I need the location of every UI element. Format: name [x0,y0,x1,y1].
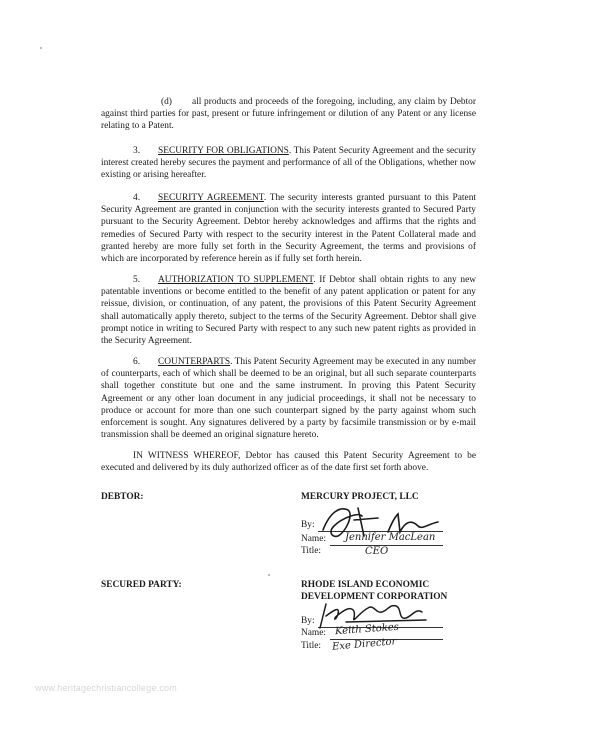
scan-speck [268,574,270,576]
debtor-entity-name: MERCURY PROJECT, LLC [301,492,419,502]
secured-by-label: By: [301,616,315,626]
paragraph-3 [101,145,476,182]
witness-paragraph [101,450,476,474]
paragraph-4-text: . The security interests granted pursuant to this Patent Security Agreement are granted in conjunction with the security interests granted to Secured Party pursuant to the Security Agreement. Debtor hereby acknowledges and affirms that the rights and remedies of Secured Party with respect to the security interest in the Patent Collateral made and granted hereby are more fully set forth in the Security Agreement, the terms and provisions of which are incorporated by reference herein as if fully set forth herein. [101,193,476,265]
secured-name-value: Keith Stokes [334,621,400,638]
paragraph-5-heading: AUTHORIZATION TO SUPPLEMENT [158,275,314,285]
debtor-title-value: CEO [365,546,389,557]
paragraph-3-heading: SECURITY FOR OBLIGATIONS [158,146,289,156]
secured-entity-line1: RHODE ISLAND ECONOMIC [301,580,430,590]
paragraph-d-text: all products and proceeds of the foregoing, including, any claim by Debtor against third parties for past, present or future infringement or dilution of any Patent or any license relating to a Patent. [101,97,476,132]
debtor-title-label: Title: [301,546,321,556]
secured-party-label: SECURED PARTY: [101,580,182,590]
debtor-name-label: Name: [301,534,326,544]
paragraph-6-text: . This Patent Security Agreement may be executed in any number of counterparts, each of which shall be deemed to be an original, but all such separate counterparts shall together constitute but one and the same instrument. In proving this Patent Security Agreement or any other loan document in any judicial proceedings, it shall not be necessary to produce or account for more than one such counterpart signed by the party against whom such enforcement is sought. Any signatures delivered by a party by facsimile transmission or by e-mail transmission shall be deemed an original signature hereto. [101,357,476,441]
secured-entity-line2: DEVELOPMENT CORPORATION [301,592,448,602]
paragraph-3-number: 3. [133,146,141,156]
scan-speck [40,47,42,49]
debtor-name-value: Jennifer MacLean [345,532,436,543]
paragraph-d-number: (d) [161,97,172,107]
paragraph-4-heading: SECURITY AGREEMENT [158,193,264,203]
paragraph-4 [101,192,476,265]
paragraph-d [101,96,476,133]
witness-text: IN WITNESS WHEREOF, Debtor has caused this Patent Security Agreement to be executed and delivered by its duly authorized officer as of the date first set forth above. [101,451,476,474]
secured-title-label: Title: [301,641,321,651]
debtor-label: DEBTOR: [101,492,144,502]
secured-name-label: Name: [301,628,326,638]
paragraph-6-number: 6. [133,357,141,367]
paragraph-6 [101,356,476,441]
paragraph-5-text: . If Debtor shall obtain rights to any new patentable inventions or become entitled to the benefit of any patent application or patent for any reissue, division, or continuation, of any patent, the provisions of this Patent Security Agreement shall automatically apply thereto, subject to the terms of the Security Agreement. Debtor shall give prompt notice in writing to Secured Party with respect to any such new patent rights as provided in the Security Agreement. [101,275,476,347]
watermark: www.heritagechristiancollege.com [35,683,177,693]
paragraph-4-number: 4. [133,193,141,203]
paragraph-5 [101,274,476,347]
debtor-by-label: By: [301,520,315,530]
paragraph-3-text: . This Patent Security Agreement and the security interest created hereby secures the payment and performance of all of the Obligations, whether now existing or arising hereafter. [101,146,477,181]
paragraph-5-number: 5. [133,275,141,285]
secured-title-value: Exe Director [331,636,397,653]
paragraph-6-heading: COUNTERPARTS [158,357,231,367]
